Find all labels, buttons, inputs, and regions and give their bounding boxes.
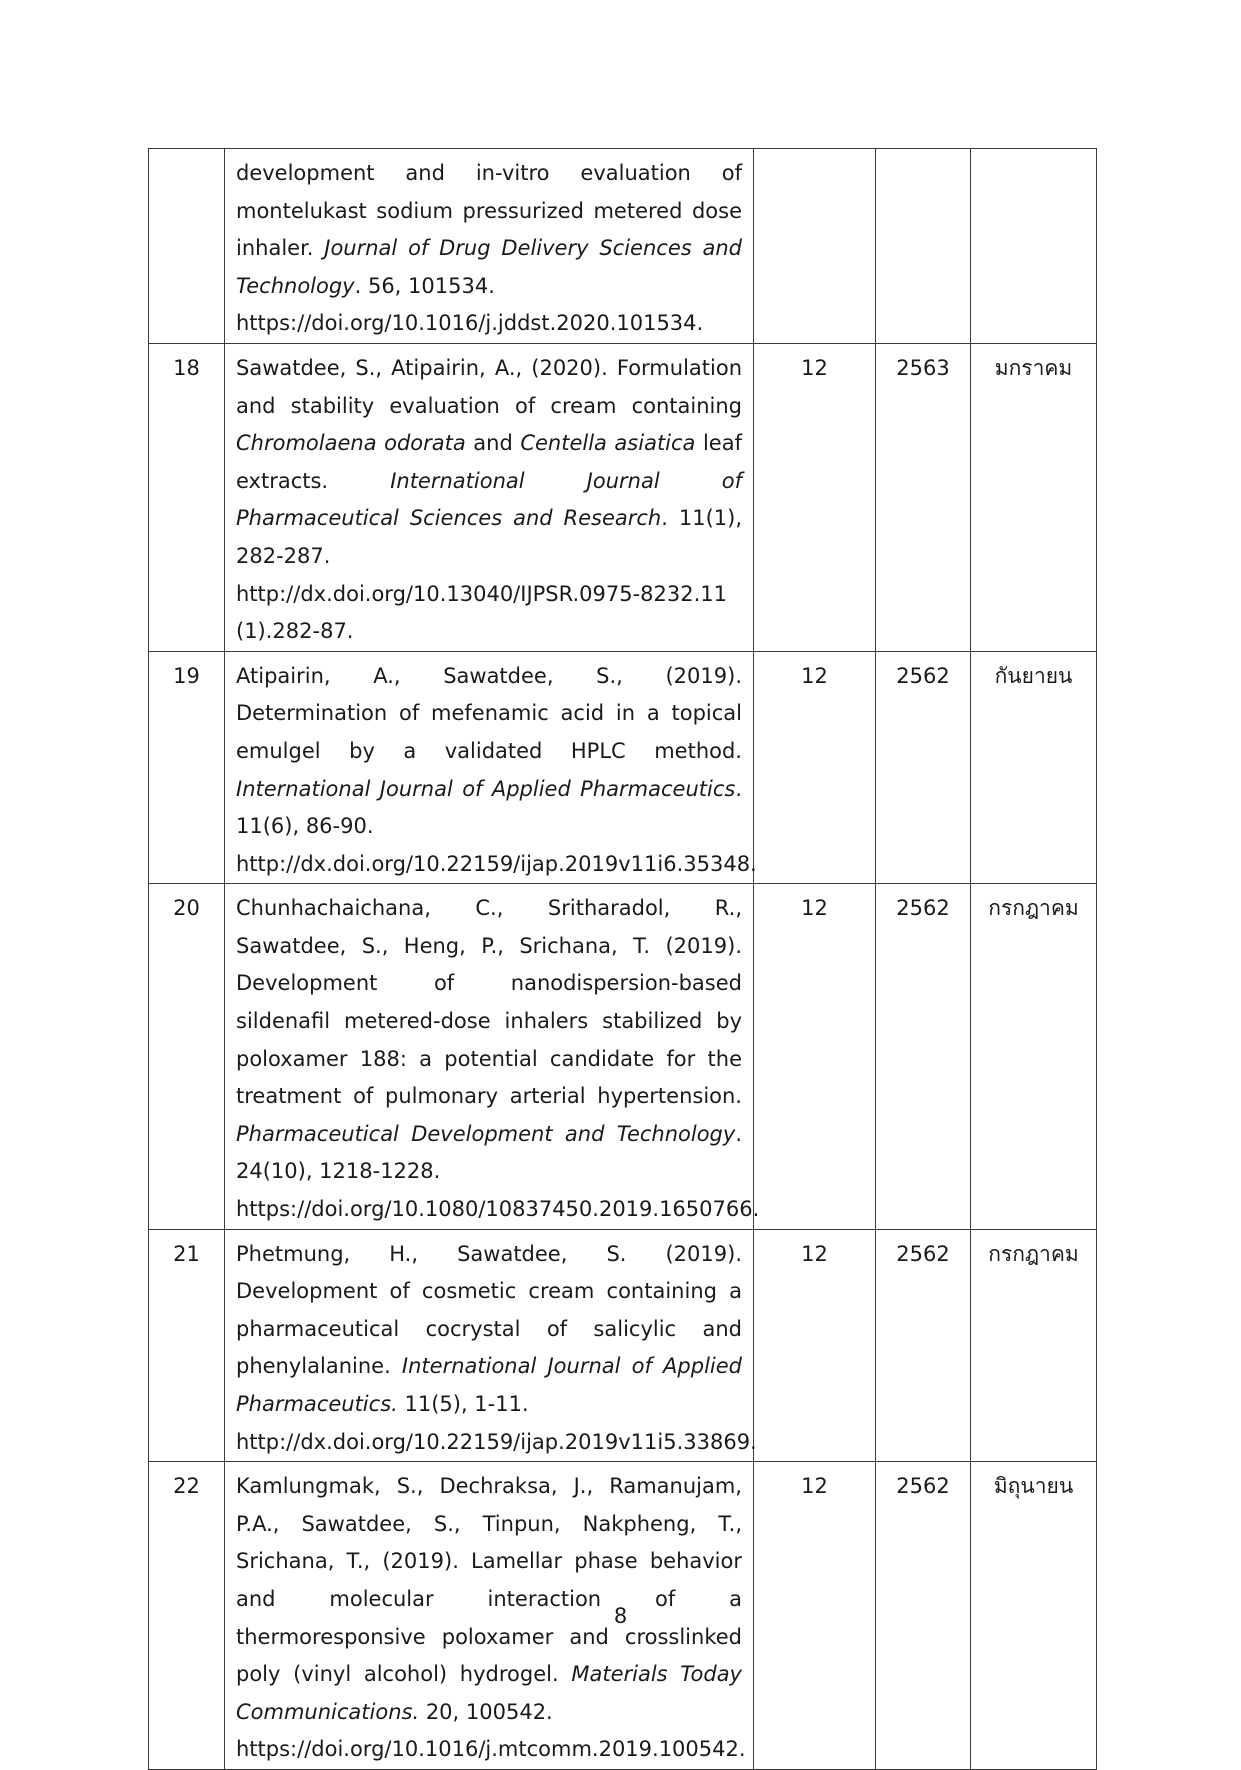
month-cell: กันยายน xyxy=(971,651,1097,884)
reference-text: Atipairin, A., Sawatdee, S., (2019). Determination of mefenamic acid in a topical emulgel by a validated HPLC method. International Journal of Applied Pharmaceutics. 11(6), 86-90. http://dx.doi.org/10.22159/ijap.2019v11i6.35348. xyxy=(236,658,742,884)
journal-name: International Journal of Applied Pharmaceutics xyxy=(236,776,736,801)
reference-text: Chunhachaichana, C., Sritharadol, R., Sawatdee, S., Heng, P., Srichana, T. (2019). Development of nanodispersion-based sildenafil metered-dose inhalers stabilized by poloxamer 188: a potential candidate for the treatment of pulmonary arterial hypertension. Pharmaceutical Development and Technology. 24(10), 1218-1228. https://doi.org/10.1080/10837450.2019.1650766. xyxy=(236,890,742,1228)
table-row xyxy=(149,884,1097,1229)
table-row xyxy=(149,149,1097,344)
doi-link[interactable]: https://doi.org/10.1080/10837450.2019.1650766. xyxy=(236,1197,760,1222)
impact-cell: 12 xyxy=(754,1229,876,1462)
table-row xyxy=(149,1229,1097,1462)
reference-cell xyxy=(225,1229,757,1462)
row-number: 21 xyxy=(149,1229,225,1462)
year-cell: 2562 xyxy=(876,1229,971,1462)
row-number: 18 xyxy=(149,343,225,651)
reference-text: Sawatdee, S., Atipairin, A., (2020). Formulation and stability evaluation of cream containing Chromolaena odorata and Centella asiatica leaf extracts. International Journal of Pharmaceutical Sciences and Research. 11(1), 282-287. http://dx.doi.org/10.13040/IJPSR.0975-8232.11(1).282-87. xyxy=(236,350,742,651)
reference-cell xyxy=(225,884,760,1229)
month-cell: มิถุนายน xyxy=(971,1462,1097,1770)
journal-name: International Journal of Applied Pharmaceutics. xyxy=(236,1354,742,1416)
year-cell: 2562 xyxy=(876,651,971,884)
doi-link[interactable]: https://doi.org/10.1016/j.mtcomm.2019.100542. xyxy=(236,1737,746,1762)
impact-cell: 12 xyxy=(754,884,876,1229)
journal-name: International Journal of Pharmaceutical Sciences and Research xyxy=(236,468,742,531)
journal-name: Pharmaceutical Development and Technology xyxy=(236,1121,736,1146)
month-cell: มกราคม xyxy=(971,343,1097,651)
month-cell: กรกฎาคม xyxy=(971,884,1097,1229)
doi-link[interactable]: https://doi.org/10.1016/j.jddst.2020.101534. xyxy=(236,311,704,336)
row-number: 19 xyxy=(149,651,225,884)
impact-cell: 12 xyxy=(754,651,876,884)
reference-cell xyxy=(225,149,754,344)
row-number: 20 xyxy=(149,884,225,1229)
reference-cell xyxy=(225,651,757,884)
publication-table xyxy=(148,148,1097,1770)
doi-link[interactable]: http://dx.doi.org/10.22159/ijap.2019v11i5.33869. xyxy=(236,1429,757,1454)
doi-link[interactable]: http://dx.doi.org/10.22159/ijap.2019v11i6.35348. xyxy=(236,851,757,876)
impact-cell: 12 xyxy=(754,1462,876,1770)
row-number: 22 xyxy=(149,1462,225,1770)
year-cell: 2562 xyxy=(876,884,971,1229)
month-cell: กรกฎาคม xyxy=(971,1229,1097,1462)
impact-cell: 12 xyxy=(754,343,876,651)
year-cell: 2562 xyxy=(876,1462,971,1770)
journal-name: Materials Today Communications. xyxy=(236,1662,742,1724)
year-cell: 2563 xyxy=(876,343,971,651)
impact-cell xyxy=(754,149,876,344)
doi-link[interactable]: http://dx.doi.org/10.13040/IJPSR.0975-8232.11(1).282-87. xyxy=(236,581,728,644)
reference-text: Phetmung, H., Sawatdee, S. (2019). Development of cosmetic cream containing a pharmaceutical cocrystal of salicylic and phenylalanine. International Journal of Applied Pharmaceutics. 11(5), 1-11. http://dx.doi.org/10.22159/ijap.2019v11i5.33869. xyxy=(236,1236,742,1462)
reference-cell xyxy=(225,343,754,651)
reference-text: Kamlungmak, S., Dechraksa, J., Ramanujam, P.A., Sawatdee, S., Tinpun, Nakpheng, T., Srichana, T., (2019). Lamellar phase behavior and molecular interaction of a thermoresponsive poloxamer and crosslinked poly (vinyl alcohol) hydrogel. Materials Today Communications. 20, 100542. https://doi.org/10.1016/j.mtcomm.2019.100542. xyxy=(236,1468,742,1769)
table-row xyxy=(149,651,1097,884)
journal-name: Journal of Drug Delivery Sciences and Technology xyxy=(236,236,742,298)
table-row xyxy=(149,343,1097,651)
row-number xyxy=(149,149,225,344)
reference-text: development and in-vitro evaluation of montelukast sodium pressurized metered dose inhaler. Journal of Drug Delivery Sciences and Technology. 56, 101534. https://doi.org/10.1016/j.jddst.2020.101534. xyxy=(236,155,742,343)
month-cell xyxy=(971,149,1097,344)
year-cell xyxy=(876,149,971,344)
page-number: 8 xyxy=(613,1604,628,1628)
